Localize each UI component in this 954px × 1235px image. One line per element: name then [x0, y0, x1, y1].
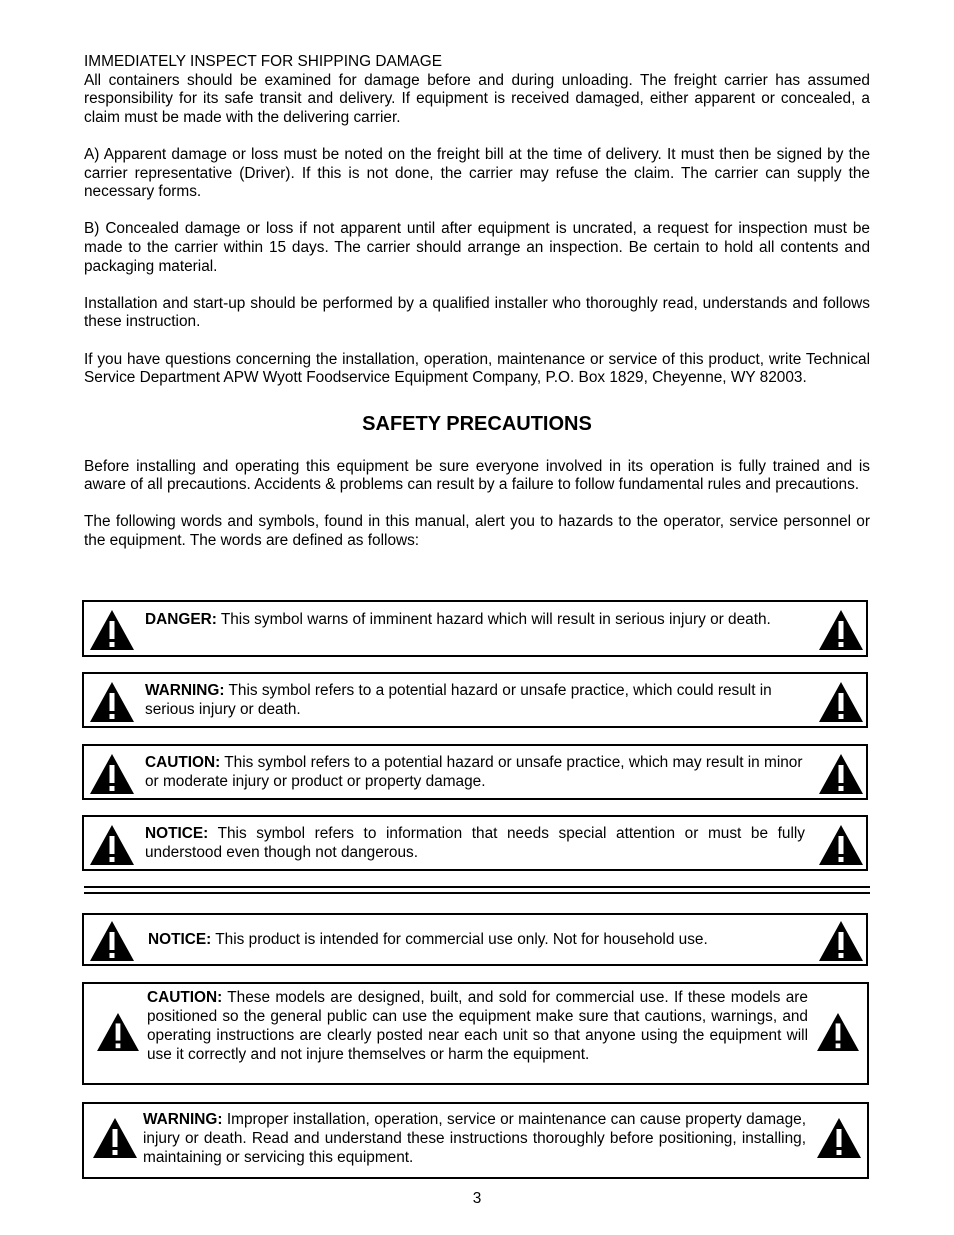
caution-definition-box	[82, 744, 868, 800]
warning-triangle-icon	[816, 1117, 862, 1159]
shipping-damage-paragraph: All containers should be examined for damage before and during unloading. The freight carrier has assumed responsibility for its safe transit and delivery. If equipment is received damaged, either apparent or concealed, a claim must be made with the delivering carrier.	[84, 71, 870, 126]
improper-installation-label: WARNING:	[143, 1111, 223, 1128]
page-number: 3	[472, 1190, 482, 1207]
warning-triangle-icon	[816, 1012, 860, 1052]
commercial-notice-text: This product is intended for commercial use only. Not for household use.	[211, 931, 708, 948]
warning-triangle-icon	[89, 753, 135, 795]
improper-installation-warning-box	[82, 1102, 869, 1179]
caution-text: This symbol refers to a potential hazard or unsafe practice, which may result in minor or moderate injury or product or property damage.	[145, 754, 803, 790]
safety-intro-paragraph: Before installing and operating this equipment be sure everyone involved in its operation is fully trained and is aware of all precautions. Accidents & problems can result by a failure to follow fundamental rules and precautions.	[84, 457, 870, 494]
warning-triangle-icon	[96, 1012, 140, 1052]
installation-paragraph: Installation and start-up should be performed by a qualified installer who thoroughly read, understands and follows these instruction.	[84, 294, 870, 331]
warning-triangle-icon	[818, 920, 864, 962]
public-use-caution-text: These models are designed, built, and sold for commercial use. If these models are positioned so the general public can use the equipment make sure that cautions, warnings, and operating instructions are clearly posted near each unit so that anyone using the equipment will use it correctly and not injure themselves or harm the equipment.	[147, 989, 808, 1063]
notice-definition-box	[82, 815, 868, 871]
warning-triangle-icon	[89, 681, 135, 723]
caution-label: CAUTION:	[145, 754, 221, 771]
danger-label: DANGER:	[145, 611, 217, 628]
commercial-notice-label: NOTICE:	[148, 931, 212, 948]
warning-definition-box	[82, 672, 868, 728]
public-use-caution-box	[82, 982, 869, 1085]
separator-rule	[84, 892, 870, 894]
danger-text: This symbol warns of imminent hazard which will result in serious injury or death.	[216, 611, 771, 628]
safety-definitions-paragraph: The following words and symbols, found in this manual, alert you to hazards to the operator, service personnel or the equipment. The words are defined as follows:	[84, 513, 870, 550]
notice-label: NOTICE:	[145, 825, 209, 842]
warning-triangle-icon	[92, 1117, 138, 1159]
warning-label: WARNING:	[145, 682, 225, 699]
warning-triangle-icon	[818, 824, 864, 866]
apparent-damage-paragraph: A) Apparent damage or loss must be noted on the freight bill at the time of delivery. It must then be signed by the carrier representative (Driver). If this is not done, the carrier may refuse the claim. The carrier can supply the necessary forms.	[84, 145, 870, 201]
warning-triangle-icon	[89, 609, 135, 651]
danger-definition-box	[82, 600, 868, 657]
separator-rule	[84, 886, 870, 888]
shipping-damage-heading: IMMEDIATELY INSPECT FOR SHIPPING DAMAGE	[84, 53, 443, 70]
public-use-caution-label: CAUTION:	[147, 989, 223, 1006]
warning-triangle-icon	[818, 753, 864, 795]
warning-text: This symbol refers to a potential hazard or unsafe practice, which could result in serious injury or death.	[145, 682, 772, 718]
warning-triangle-icon	[89, 824, 135, 866]
document-body	[84, 53, 870, 569]
notice-text: This symbol refers to information that needs special attention or must be fully understood even though not dangerous.	[145, 825, 805, 861]
concealed-damage-paragraph: B) Concealed damage or loss if not apparent until after equipment is uncrated, a request for inspection must be made to the carrier within 15 days. The carrier should arrange an inspection. Be certain to hold all contents and packaging material.	[84, 220, 870, 275]
safety-precautions-title: SAFETY PRECAUTIONS	[362, 412, 592, 435]
commercial-notice-box	[82, 913, 868, 966]
improper-installation-text: Improper installation, operation, service or maintenance can cause property damage, injury or death. Read and understand these instructions thoroughly before positioning, installing, maintaining or servicing this equipment.	[143, 1111, 806, 1166]
warning-triangle-icon	[818, 609, 864, 651]
warning-triangle-icon	[89, 920, 135, 962]
warning-triangle-icon	[818, 681, 864, 723]
contact-paragraph: If you have questions concerning the installation, operation, maintenance or service of this product, write Technical Service Department APW Wyott Foodservice Equipment Company, P.O. Box 1829, Cheyenne, WY 82003.	[84, 350, 870, 387]
